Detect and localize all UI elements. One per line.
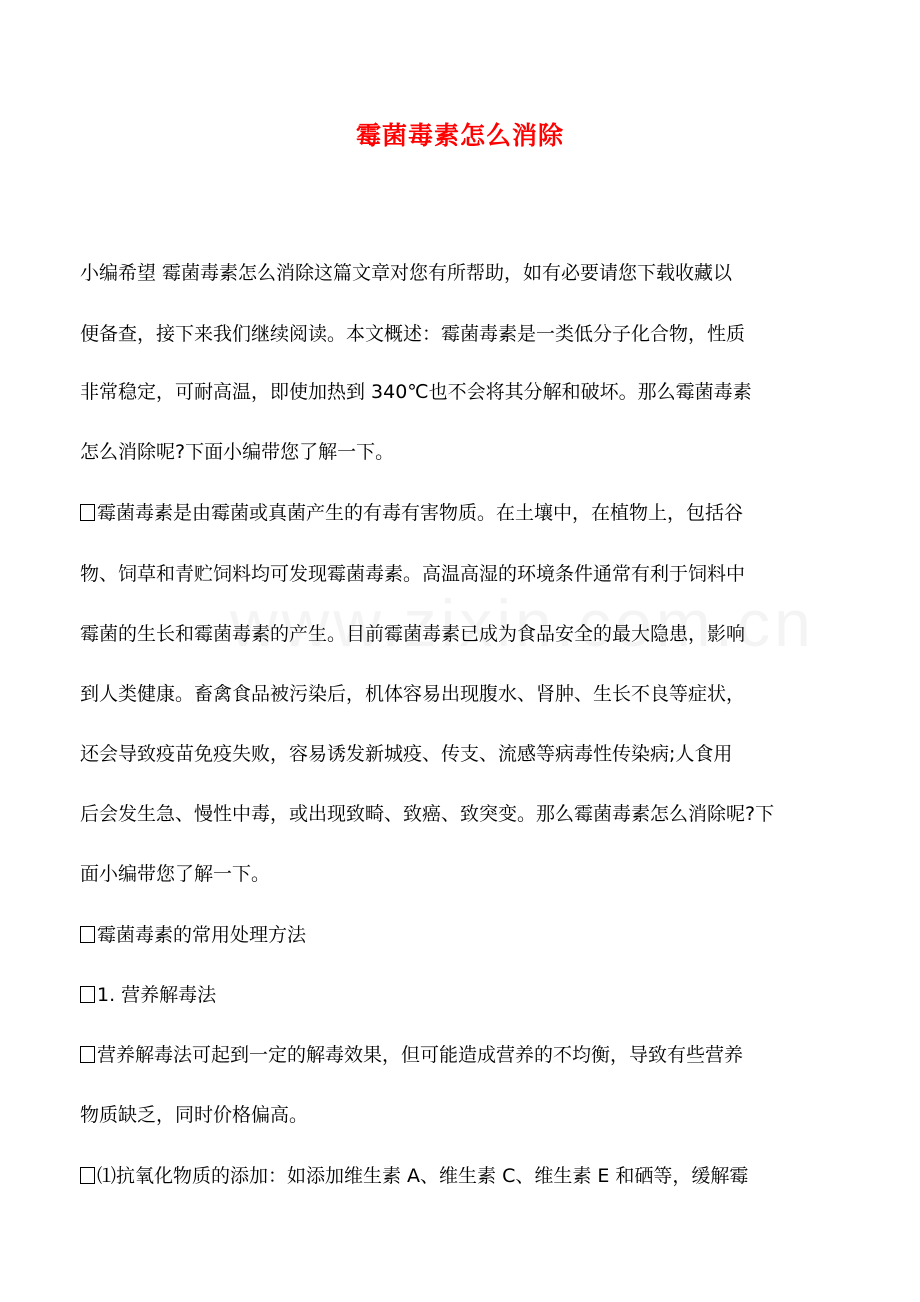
paragraph-line [80,859,270,889]
missing-glyph-box [80,1046,95,1063]
line-text: 营养解毒法可起到一定的解毒效果，但可能造成营养的不均衡，导致有些营养 [97,1044,744,1066]
missing-glyph-box [80,986,95,1003]
line-text: 霉菌毒素的常用处理方法 [97,924,307,946]
line-text: 非常稳定，可耐高温，即使加热到 340℃也不会将其分解和破坏。那么霉菌毒素 [80,381,752,403]
paragraph-line [80,679,745,709]
line-text: 到人类健康。畜禽食品被污染后，机体容易出现腹水、肾肿、生长不良等症状， [80,683,746,705]
paragraph-line [80,1040,743,1070]
line-text: 1. 营养解毒法 [97,984,217,1006]
missing-glyph-box [80,504,95,521]
paragraph-line [80,559,745,589]
line-text: 还会导致疫苗免疫失败，容易诱发新城疫、传支、流感等病毒性传染病;人食用 [80,743,733,765]
paragraph-line [80,319,745,349]
line-text: 小编希望 霉菌毒素怎么消除这篇文章对您有所帮助，如有必要请您下载收藏以 [80,262,733,284]
paragraph-line [80,437,394,467]
section-heading [80,920,306,950]
paragraph-line [80,377,752,407]
paragraph-line [80,1161,748,1191]
line-text: 物质缺乏，同时价格偏高。 [80,1104,309,1126]
line-text: 霉菌毒素是由霉菌或真菌产生的有毒有害物质。在土壤中，在植物上，包括谷 [97,502,744,524]
line-text: 后会发生急、慢性中毒，或出现致畸、致癌、致突变。那么霉菌毒素怎么消除呢?下 [80,803,775,825]
paragraph-line [80,258,732,288]
paragraph-line [80,799,774,829]
line-text: 面小编带您了解一下。 [80,863,271,885]
subsection-heading [80,980,216,1010]
line-text: ⑴抗氧化物质的添加：如添加维生素 A、维生素 C、维生素 E 和硒等，缓解霉 [97,1165,749,1187]
missing-glyph-box [80,1167,95,1184]
document-title: 霉菌毒素怎么消除 [355,121,564,150]
paragraph-line [80,1100,308,1130]
line-text: 物、饲草和青贮饲料均可发现霉菌毒素。高温高湿的环境条件通常有利于饲料中 [80,563,746,585]
missing-glyph-box [80,926,95,943]
line-text: 霉菌的生长和霉菌毒素的产生。目前霉菌毒素已成为食品安全的最大隐患，影响 [80,623,746,645]
paragraph-line [80,498,743,528]
line-text: 怎么消除呢?下面小编带您了解一下。 [80,441,395,463]
line-text: 便备查，接下来我们继续阅读。本文概述：霉菌毒素是一类低分子化合物，性质 [80,323,746,345]
paragraph-line [80,619,745,649]
paragraph-line [80,739,732,769]
